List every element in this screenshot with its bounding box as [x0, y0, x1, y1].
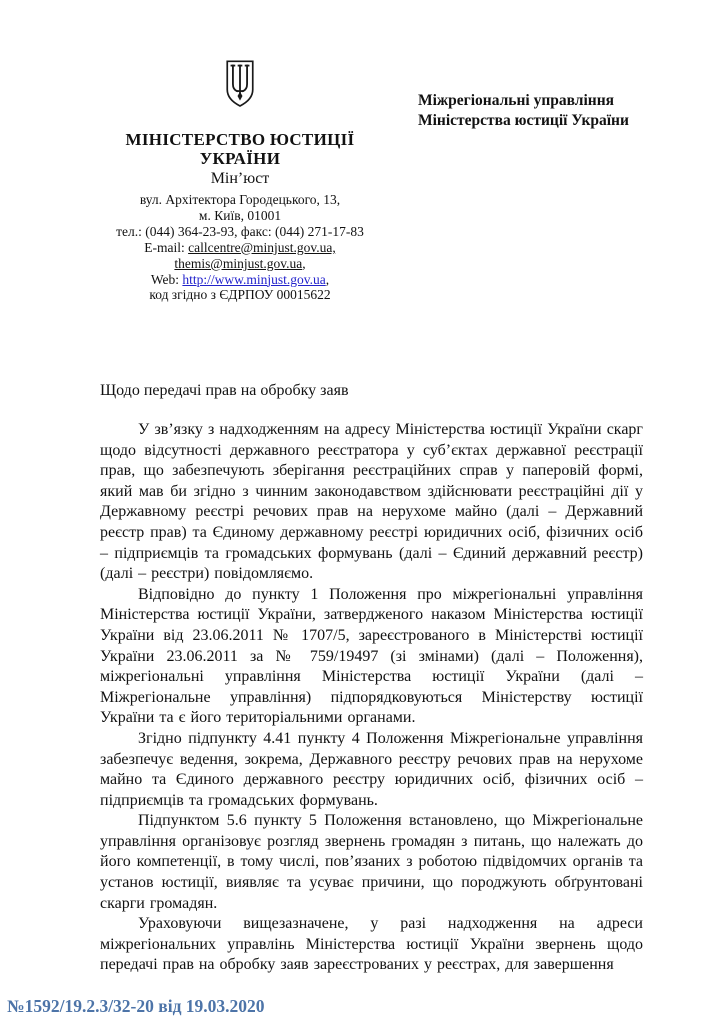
email-line-1 — [95, 240, 385, 256]
addressee-line2: Міністерства юстиції України — [418, 112, 629, 129]
ukraine-trident-emblem-icon — [223, 54, 257, 114]
document-reference: №1592/19.2.3/32-20 від 19.03.2020 — [7, 996, 265, 1016]
web-line — [95, 272, 385, 288]
email2-comma: , — [302, 255, 306, 271]
web-label: Web: — [150, 271, 183, 287]
ministry-short-name: Мін’юст — [210, 170, 270, 187]
address-city: м. Київ, 01001 — [198, 207, 282, 223]
email-link-themis[interactable]: themis@minjust.gov.ua — [174, 255, 303, 271]
edrpou-code-line: код згідно з ЄДРПОУ 00015622 — [149, 287, 331, 303]
body-paragraph-4: Підпунктом 5.6 пункту 5 Положення встановлено, що Міжрегіональне управління організовує розгляд звернень громадян з питань, що належать до його компетенції, в тому числі, пов’язаних з роботою підвідомчих органів та установ юстиції, виявляє та усуває причини, що породжують обґрунтовані скарги громадян. — [100, 812, 643, 912]
website-link[interactable]: http://www.minjust.gov.ua — [182, 271, 326, 287]
ministry-name-line1: МІНІСТЕРСТВО ЮСТИЦІЇ — [125, 130, 355, 149]
body-paragraph-2: Відповідно до пункту 1 Положення про міжрегіональні управління Міністерства юстиції України, затвердженого наказом Міністерства юстиції України від 23.06.2011 № 1707/5, зареєстрованого в Міністерстві юстиції України 23.06.2011 за № 759/19497 (зі змінами) (далі – Положення), міжрегіональні управління Міністерства юстиції України (далі – Міжрегіональне управління) підпорядковуються Міністерству юстиції України та є його територіальними органами. — [100, 585, 643, 727]
body-paragraph-3: Згідно підпункту 4.41 пункту 4 Положення Міжрегіональне управління забезпечує ведення, зокрема, Державного реєстру речових прав на нерухоме майно та Єдиного державного реєстру юридичних осіб, фізичних осіб – підприємців та громадських формувань. — [100, 729, 643, 809]
ministry-name — [95, 130, 385, 168]
subject-line: Щодо передачі прав на обробку заяв — [100, 382, 349, 399]
letterhead-left-column — [95, 54, 385, 303]
phone-fax-line: тел.: (044) 364-23-93, факс: (044) 271-17-83 — [116, 223, 364, 239]
ministry-name-line2: УКРАЇНИ — [199, 149, 281, 168]
email-line-2 — [95, 256, 385, 272]
contact-block — [95, 192, 385, 303]
body-paragraph-5: Ураховуючи вищезазначене, у разі надходження на адреси міжрегіональних управлінь Міністерства юстиції України звернень щодо передачі прав на обробку заяв зареєстрованих у реєстрах, для завершення — [100, 915, 643, 974]
address-street: вул. Архітектора Городецького, 13, — [139, 192, 341, 207]
web-comma: , — [325, 271, 330, 287]
addressee-block — [418, 91, 629, 131]
addressee-line1: Міжрегіональні управління — [418, 92, 615, 109]
body-paragraph-1: У зв’язку з надходженням на адресу Міністерства юстиції України скарг щодо відсутності державного реєстратора у суб’єктах державної реєстрації прав, що забезпечують зберігання реєстраційних справ у паперовій формі, який мав би згідно з чинним законодавством здійснювати реєстраційні дії у Державному реєстрі речових прав на нерухоме майно (далі – Державний реєстр прав) та Єдиному державному реєстрі юридичних осіб, фізичних осіб – підприємців та громадських формувань (далі – Єдиний державний реєстр) (далі – реєстри) повідомляємо. — [100, 421, 643, 583]
email-link-callcentre[interactable]: callcentre@minjust.gov.ua, — [188, 239, 336, 255]
email-label: E-mail: — [144, 239, 189, 255]
letter-body — [100, 420, 643, 976]
